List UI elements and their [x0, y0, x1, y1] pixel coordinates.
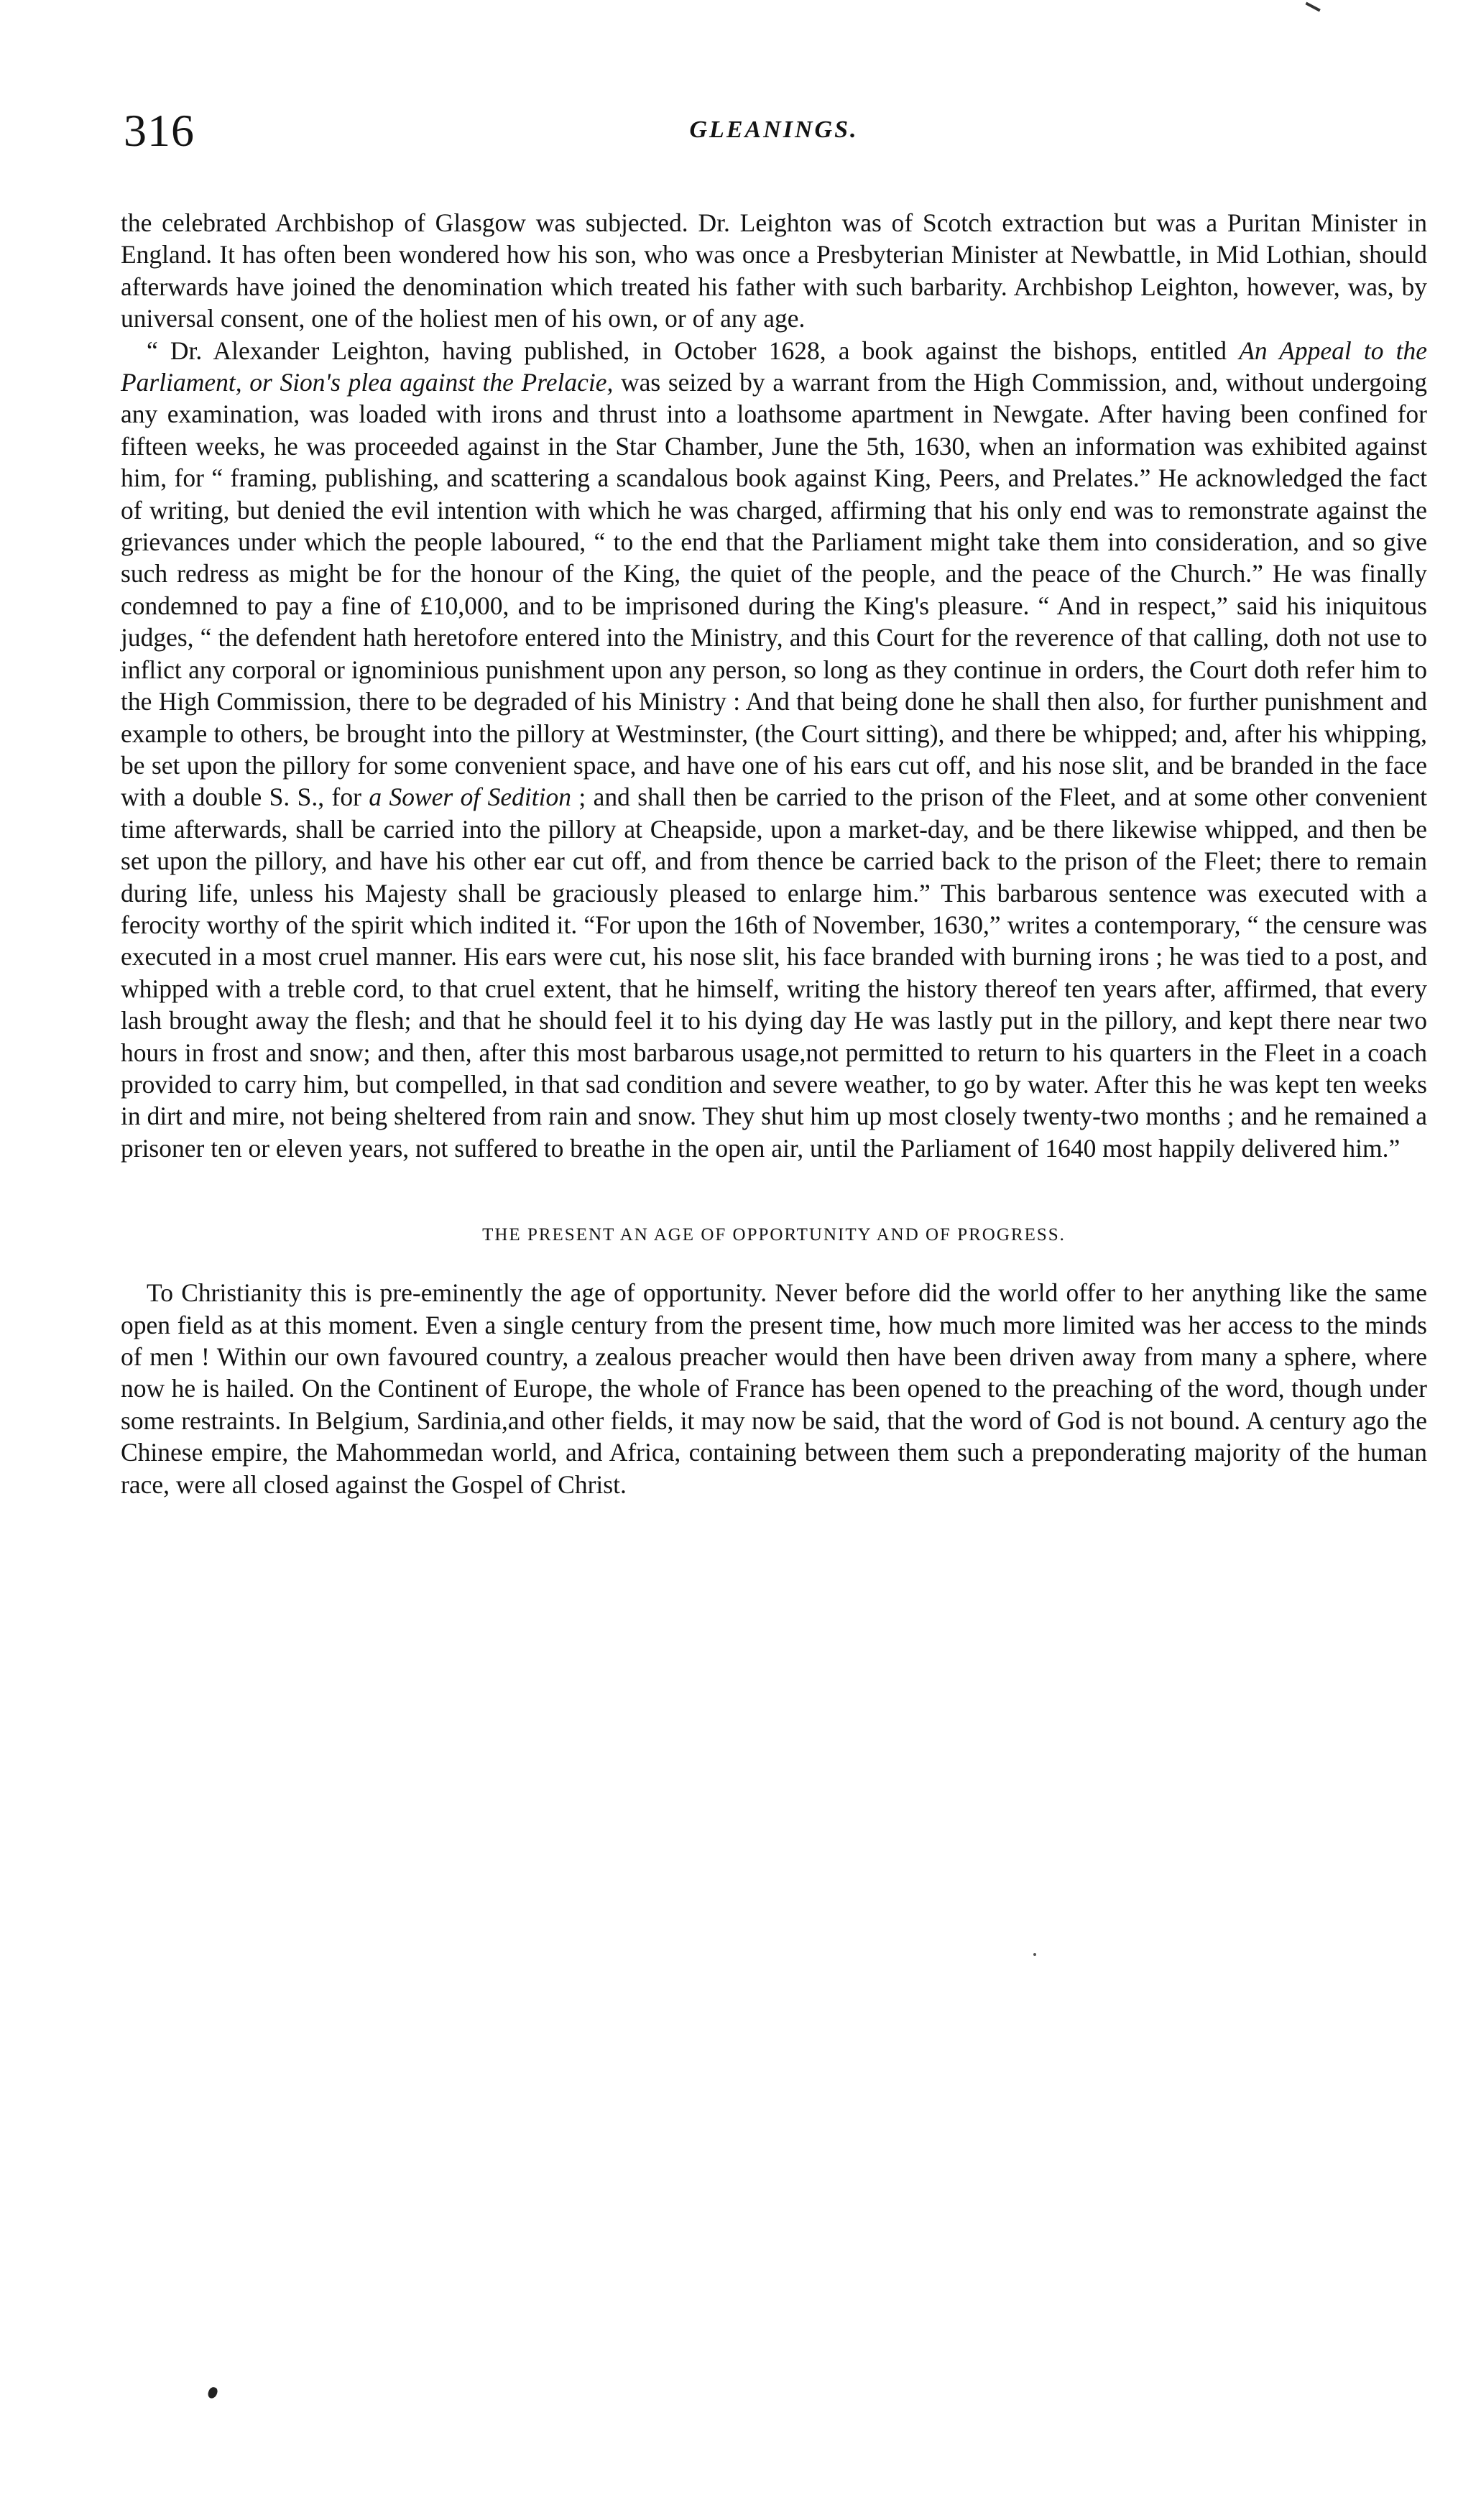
- quote-text-3: ; and shall then be carried to the prison of the Fleet, and at some other convenient time afterwards, shall be carried into the pillory at Cheapside, upon a market-day, and be there likewise whipped, and then be set upon the pillory, and have his other ear cut off, and from thence be carried back to the prison of the Fleet; there to remain during life, unless his Majesty shall be graciously pleased to enlarge him.” This barbarous sentence was executed with a ferocity worthy of the spirit which indited it. “For upon the 16th of November, 1630,” writes a contemporary, “ the censure was executed in a most cruel manner. His ears were cut, his nose slit, his face branded with burning irons ; he was tied to a post, and whipped with a treble cord, to that cruel extent, that he himself, writing the history thereof ten years after, affirmed, that every lash brought away the flesh; and that he should feel it to his dying day He was lastly put in the pillory, and kept there near two hours in frost and snow; and then, after this most barbarous usage,not permitted to return to his quarters in the Fleet in a coach provided to carry him, but compelled, in that sad condition and severe weather, to go by water. After this he was kept ten weeks in dirt and mire, not being sheltered from rain and snow. They shut him up most closely twenty-two months ; and he remained a prisoner ten or eleven years, not suffered to breathe in the open air, until the Parliament of 1640 most happily delivered him.”: [121, 783, 1427, 1163]
- page-body: [121, 207, 1427, 1500]
- paragraph-opportunity: To Christianity this is pre-eminently the age of opportunity. Never before did the world offer to her anything like the same open field as at this moment. Even a single century from the present time, how much more limited was her access to the minds of men ! Within our own favoured country, a zealous preacher would then have been driven away from many a sphere, where now he is hailed. On the Continent of Europe, the whole of France has been opened to the preaching of the word, though under some restraints. In Belgium, Sardinia,and other fields, it may now be said, that the word of God is not bound. A century ago the Chinese empire, the Mahommedan world, and Africa, containing between them such a preponderating majority of the human race, were all closed against the Gospel of Christ.: [121, 1278, 1427, 1499]
- quote-text-2: was seized by a warrant from the High Commission, and, without undergoing any examination, was loaded with irons and thrust into a loathsome apartment in Newgate. After having been confined for fifteen weeks, he was proceeded against in the Star Chamber, June the 5th, 1630, when an information was exhibited against him, for “ framing, publishing, and scattering a scandalous book against King, Peers, and Prelates.” He acknowledged the fact of writing, but denied the evil intention with which he was charged, affirming that his only end was to remonstrate against the grievances under which the people laboured, “ to the end that the Parliament might take them into consideration, and so give such redress as might be for the honour of the King, the quiet of the people, and the peace of the Church.” He was finally condemned to pay a fine of £10,000, and to be imprisoned during the King's pleasure. “ And in respect,” said his iniquitous judges, “ the defendent hath heretofore entered into the Ministry, and this Court for the reverence of that calling, doth not use to inflict any corporal or ignominious punishment upon any person, so long as they continue in orders, the Court doth refer him to the High Commission, there to be degraded of his Ministry : And that being done he shall then also, for further punishment and example to others, be brought into the pillory at Westminster, (the Court sitting), and there be whipped; and, after his whipping, be set upon the pillory for some convenient space, and have one of his ears cut off, and his nose slit, and be branded in the face with a double S. S., for: [121, 368, 1427, 812]
- corner-ink-mark: [1305, 0, 1323, 11]
- ink-blot: [207, 2386, 218, 2400]
- quote-text-1: “ Dr. Alexander Leighton, having published, in October 1628, a book against the bishops, entitled: [147, 336, 1240, 365]
- running-head: GLEANINGS.: [689, 116, 859, 143]
- page-header: [124, 102, 1424, 160]
- paragraph-leighton-intro: the celebrated Archbishop of Glasgow was subjected. Dr. Leighton was of Scotch extraction but was a Puritan Minister in England. It has often been wondered how his son, who was once a Presbyterian Minister at Newbattle, in Mid Lothian, should afterwards have joined the denomination which treated his father with such barbarity. Archbishop Leighton, however, was, by universal consent, one of the holiest men of his own, or of any age.: [121, 208, 1427, 333]
- paragraph-leighton-sentence: [121, 335, 1427, 1165]
- ink-speck: [1033, 1953, 1036, 1956]
- book-title-appeal: An Appeal to the Parliament, or Sion's plea against the Prelacie,: [121, 336, 1427, 397]
- section-title-opportunity: THE PRESENT AN AGE OF OPPORTUNITY AND OF PROGRESS.: [482, 1225, 1066, 1245]
- page-number: 316: [124, 105, 195, 156]
- sower-of-sedition-phrase: a Sower of Sedition: [369, 783, 571, 812]
